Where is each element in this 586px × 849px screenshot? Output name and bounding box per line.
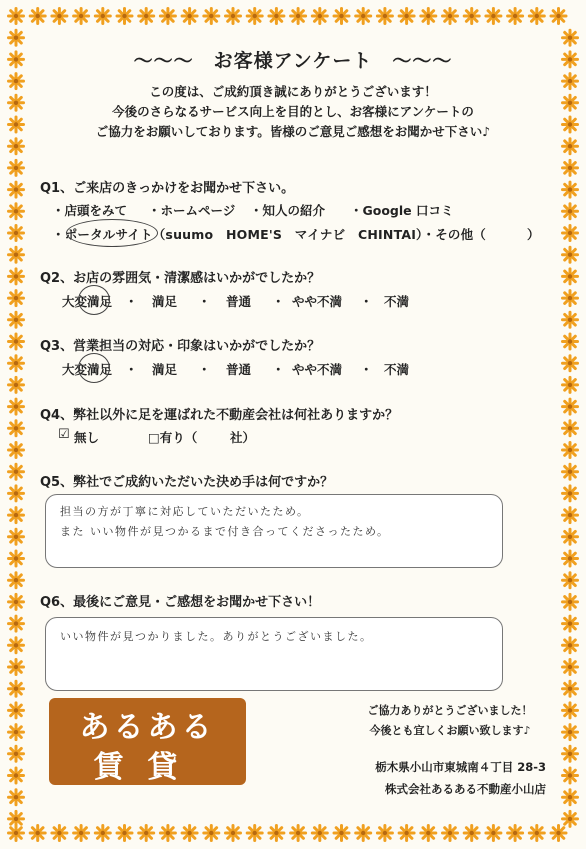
- flower-icon: [563, 52, 578, 67]
- q2-separator: ・: [360, 294, 373, 309]
- flower-icon: [9, 334, 24, 349]
- flower-icon: [563, 95, 578, 110]
- thanks-line: 今後とも宜しくお願い致します♪: [369, 724, 531, 737]
- q4-option-some-suffix: 社）: [230, 430, 256, 445]
- q1-option-referral[interactable]: ・知人の紹介: [250, 203, 326, 218]
- flower-icon: [399, 826, 414, 841]
- flower-icon: [563, 312, 578, 327]
- q1-option-storefront[interactable]: ・店頭をみて: [52, 203, 128, 218]
- q5-answer-line: また いい物件が見つかるまで付き合ってくださったため。: [60, 525, 390, 538]
- flower-icon: [247, 9, 262, 24]
- flower-icon: [563, 377, 578, 392]
- flower-icon: [563, 594, 578, 609]
- flower-icon: [9, 443, 24, 458]
- flower-icon: [9, 9, 24, 24]
- flower-icon: [356, 826, 371, 841]
- q5-answer-box[interactable]: [45, 494, 503, 568]
- flower-icon: [9, 247, 24, 262]
- flower-icon: [9, 117, 24, 132]
- question-4: Q4、弊社以外に足を運ばれた不動産会社は何社ありますか？: [40, 408, 399, 423]
- question-3: Q3、営業担当の対応・印象はいかがでしたか？: [40, 339, 321, 354]
- flower-icon: [464, 826, 479, 841]
- flower-icon: [563, 768, 578, 783]
- flower-icon: [9, 594, 24, 609]
- flower-icon: [563, 160, 578, 175]
- flower-icon: [9, 160, 24, 175]
- flower-icon: [312, 826, 327, 841]
- flower-icon: [9, 811, 24, 826]
- q3-separator: ・: [198, 362, 211, 377]
- flower-icon: [95, 826, 110, 841]
- flower-icon: [160, 826, 175, 841]
- question-5: Q5、弊社でご成約いただいた決め手は何ですか？: [40, 475, 334, 490]
- flower-icon: [9, 95, 24, 110]
- flower-icon: [9, 660, 24, 675]
- flower-icon: [160, 9, 175, 24]
- flower-icon: [563, 746, 578, 761]
- flower-icon: [563, 790, 578, 805]
- flower-icon: [117, 9, 132, 24]
- q3-separator: ・: [360, 362, 373, 377]
- flower-icon: [139, 826, 154, 841]
- q2-option-slightly-unsatisfied[interactable]: やや不満: [292, 294, 343, 309]
- q2-option-unsatisfied[interactable]: 不満: [384, 294, 410, 309]
- flower-icon: [9, 204, 24, 219]
- flower-icon: [312, 9, 327, 24]
- flower-icon: [9, 573, 24, 588]
- q2-separator: ・: [125, 294, 138, 309]
- flower-icon: [9, 486, 24, 501]
- flower-icon: [9, 790, 24, 805]
- flower-icon: [443, 826, 458, 841]
- q6-answer-line: いい物件が見つかりました。ありがとうございました。: [60, 630, 373, 643]
- intro-line: この度は、ご成約頂き誠にありがとうございます！: [149, 84, 437, 99]
- flower-icon: [508, 9, 523, 24]
- q2-option-satisfied[interactable]: 満足: [152, 294, 178, 309]
- flower-icon: [9, 74, 24, 89]
- thanks-line: ご協力ありがとうございました！: [367, 704, 533, 717]
- q1-option-portal[interactable]: ・ポータルサイト（suumo HOME'S マイナビ CHINTAI）・その他（: [52, 227, 486, 242]
- flower-icon: [563, 399, 578, 414]
- flower-icon: [563, 638, 578, 653]
- flower-icon: [52, 9, 67, 24]
- flower-icon: [377, 9, 392, 24]
- flower-icon: [486, 9, 501, 24]
- page-title: ～～～ お客様アンケート ～～～: [133, 50, 453, 72]
- flower-icon: [563, 486, 578, 501]
- flower-icon: [356, 9, 371, 24]
- flower-icon: [9, 269, 24, 284]
- flower-icon: [563, 443, 578, 458]
- flower-icon: [269, 9, 284, 24]
- q1-option-other-close: ）: [527, 227, 540, 242]
- q3-separator: ・: [272, 362, 285, 377]
- flower-icon: [30, 9, 45, 24]
- flower-icon: [334, 9, 349, 24]
- flower-icon: [139, 9, 154, 24]
- q3-option-slightly-unsatisfied[interactable]: やや不満: [292, 362, 343, 377]
- flower-icon: [9, 312, 24, 327]
- flower-icon: [563, 681, 578, 696]
- intro-line: ご協力をお願いしております。皆様のご意見ご感想をお聞かせ下さい♪: [95, 124, 491, 139]
- flower-icon: [563, 30, 578, 45]
- flower-icon: [182, 826, 197, 841]
- flower-icon: [9, 746, 24, 761]
- q1-option-google[interactable]: ・Google 口コミ: [350, 203, 454, 218]
- flower-icon: [117, 826, 132, 841]
- flower-icon: [563, 269, 578, 284]
- flower-icon: [421, 826, 436, 841]
- flower-icon: [334, 826, 349, 841]
- flower-icon: [9, 226, 24, 241]
- flower-icon: [421, 9, 436, 24]
- flower-icon: [74, 826, 89, 841]
- checkbox-checked-icon[interactable]: ☑: [58, 427, 70, 442]
- flower-icon: [9, 377, 24, 392]
- flower-icon: [247, 826, 262, 841]
- logo-text-bottom: 賃貸: [93, 750, 202, 785]
- flower-icon: [529, 9, 544, 24]
- flower-icon: [9, 681, 24, 696]
- answer-circle: [78, 353, 110, 383]
- flower-icon: [9, 52, 24, 67]
- flower-icon: [563, 464, 578, 479]
- flower-icon: [377, 826, 392, 841]
- flower-icon: [204, 826, 219, 841]
- flower-icon: [563, 725, 578, 740]
- q2-separator: ・: [198, 294, 211, 309]
- q3-option-satisfied[interactable]: 満足: [152, 362, 178, 377]
- q6-answer-box[interactable]: [45, 617, 503, 691]
- flower-icon: [551, 9, 566, 24]
- flower-icon: [563, 226, 578, 241]
- flower-icon: [9, 421, 24, 436]
- flower-icon: [204, 9, 219, 24]
- flower-icon: [563, 117, 578, 132]
- q1-option-homepage[interactable]: ・ホームページ: [148, 203, 236, 218]
- flower-icon: [182, 9, 197, 24]
- flower-icon: [226, 826, 241, 841]
- flower-icon: [529, 826, 544, 841]
- flower-icon: [563, 421, 578, 436]
- flower-icon: [9, 356, 24, 371]
- flower-icon: [9, 182, 24, 197]
- q3-option-normal[interactable]: 普通: [226, 362, 252, 377]
- q5-answer-line: 担当の方が丁寧に対応していただいたため。: [60, 505, 310, 518]
- flower-icon: [443, 9, 458, 24]
- q4-option-none: 無し: [74, 430, 100, 445]
- flower-icon: [226, 9, 241, 24]
- flower-icon: [563, 660, 578, 675]
- flower-icon: [9, 725, 24, 740]
- flower-icon: [9, 291, 24, 306]
- intro-text: [40, 82, 546, 142]
- flower-icon: [9, 529, 24, 544]
- flower-icon: [563, 247, 578, 262]
- intro-line: 今後のさらなるサービス向上を目的とし、お客様にアンケートの: [112, 104, 474, 119]
- q3-option-very-satisfied[interactable]: 大変満足: [62, 362, 113, 377]
- flower-icon: [9, 638, 24, 653]
- answer-circle: [66, 219, 158, 247]
- flower-icon: [563, 74, 578, 89]
- flower-icon: [291, 9, 306, 24]
- flower-icon: [9, 139, 24, 154]
- flower-icon: [9, 616, 24, 631]
- flower-icon: [563, 334, 578, 349]
- flower-icon: [563, 573, 578, 588]
- flower-icon: [9, 30, 24, 45]
- logo-text-top: あるある: [79, 710, 216, 745]
- company-name: 株式会社あるある不動産小山店: [385, 782, 546, 796]
- flower-icon: [30, 826, 45, 841]
- flower-icon: [9, 508, 24, 523]
- question-2: Q2、お店の雰囲気・清潔感はいかがでしたか？: [40, 271, 321, 286]
- survey-sheet: [40, 36, 546, 811]
- flower-icon: [563, 551, 578, 566]
- question-1: Q1、ご来店のきっかけをお聞かせ下さい。: [40, 181, 295, 196]
- flower-icon: [52, 826, 67, 841]
- flower-icon: [563, 811, 578, 826]
- company-logo: [49, 698, 246, 785]
- answer-circle: [78, 285, 110, 315]
- company-address: 栃木県小山市東城南４丁目 28-3: [375, 760, 546, 774]
- q3-separator: ・: [125, 362, 138, 377]
- flower-icon: [291, 826, 306, 841]
- flower-icon: [563, 204, 578, 219]
- flower-icon: [399, 9, 414, 24]
- flower-icon: [563, 616, 578, 631]
- flower-icon: [486, 826, 501, 841]
- flower-icon: [563, 356, 578, 371]
- flower-icon: [508, 826, 523, 841]
- flower-icon: [551, 826, 566, 841]
- flower-icon: [9, 464, 24, 479]
- flower-icon: [9, 703, 24, 718]
- question-6: Q6、最後にご意見・ご感想をお聞かせ下さい！: [40, 595, 321, 610]
- q4-option-some[interactable]: □有り（: [148, 430, 198, 445]
- flower-icon: [9, 551, 24, 566]
- flower-icon: [563, 139, 578, 154]
- flower-icon: [74, 9, 89, 24]
- flower-icon: [563, 703, 578, 718]
- q2-option-very-satisfied[interactable]: 大変満足: [62, 294, 113, 309]
- q3-option-unsatisfied[interactable]: 不満: [384, 362, 410, 377]
- flower-icon: [563, 291, 578, 306]
- flower-icon: [563, 182, 578, 197]
- flower-icon: [269, 826, 284, 841]
- flower-icon: [9, 399, 24, 414]
- flower-icon: [563, 529, 578, 544]
- q2-option-normal[interactable]: 普通: [226, 294, 252, 309]
- flower-icon: [9, 768, 24, 783]
- q2-separator: ・: [272, 294, 285, 309]
- flower-icon: [95, 9, 110, 24]
- flower-icon: [563, 508, 578, 523]
- flower-icon: [464, 9, 479, 24]
